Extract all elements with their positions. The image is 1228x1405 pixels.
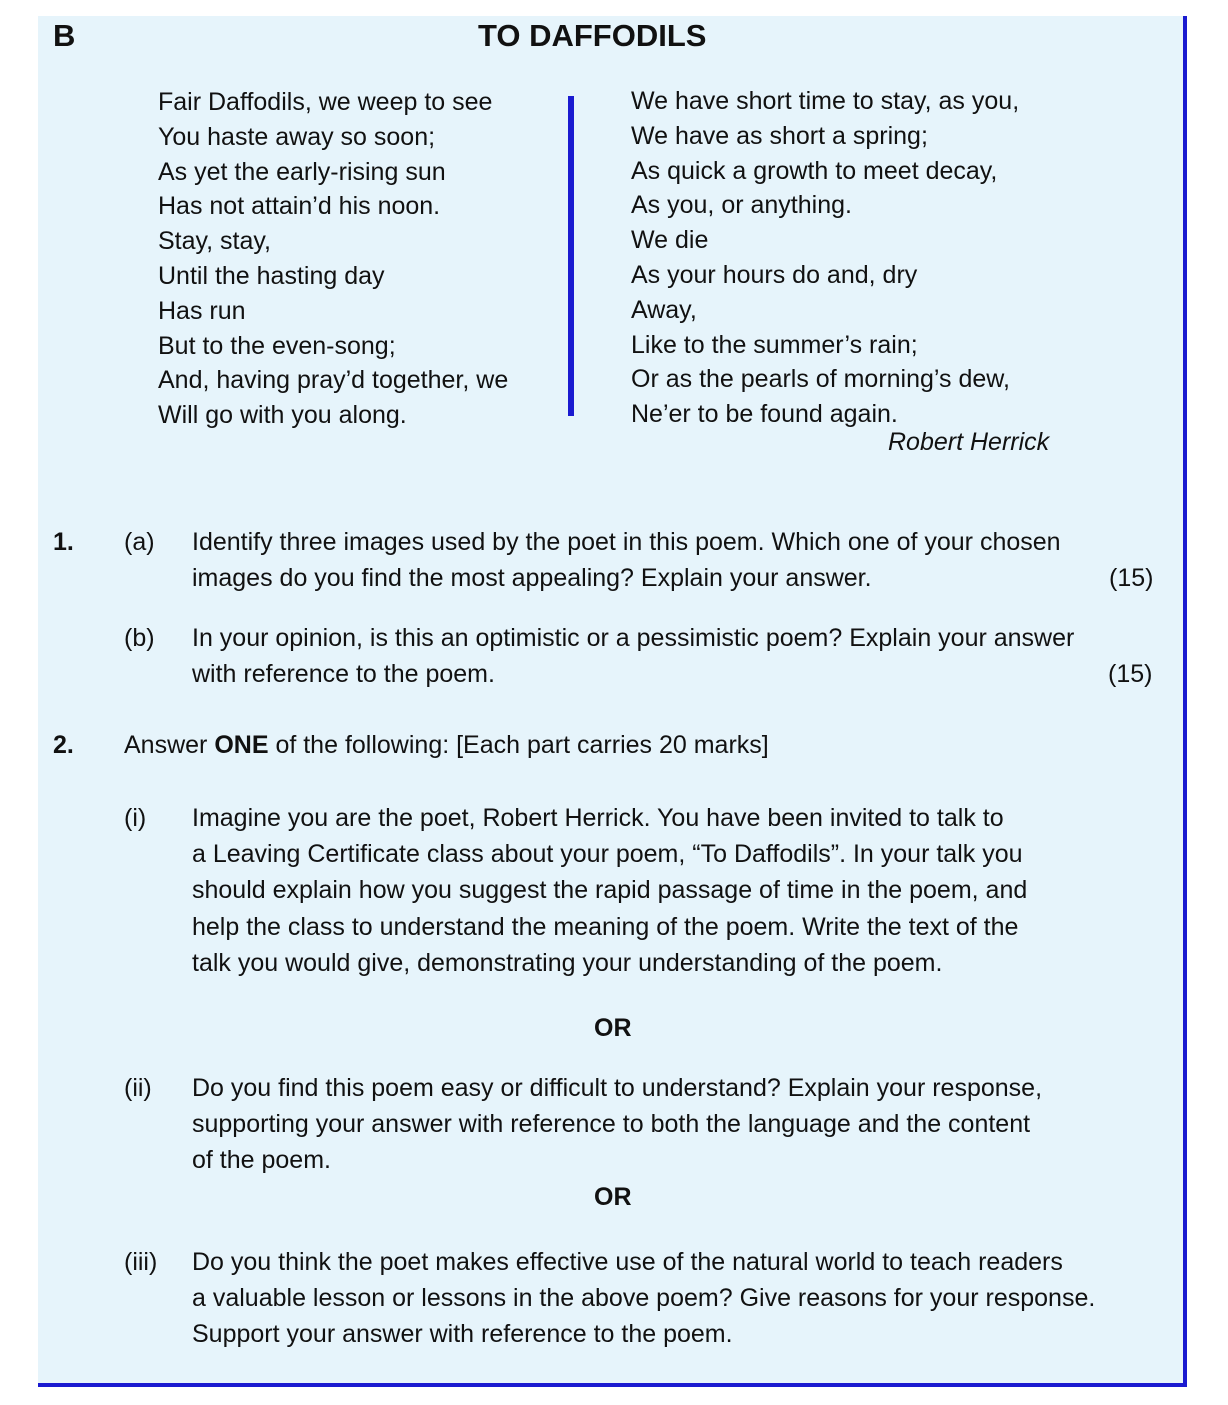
question-1a-marks: (15): [1109, 564, 1154, 592]
poem-line: Has run: [158, 296, 246, 325]
question-2iii-label: (iii): [124, 1248, 158, 1276]
question-1b-text: [192, 620, 1074, 692]
poem-line: We have short time to stay, as you,: [631, 87, 1020, 115]
question-1b-marks: (15): [1108, 660, 1153, 688]
intro-text: Answer: [124, 731, 215, 759]
question-1a-label: (a): [124, 528, 155, 556]
question-line: Do you think the poet makes effective use of the natural world to teach readers: [192, 1248, 1063, 1276]
poem-line: Will go with you along.: [158, 401, 407, 430]
question-1a-text: [192, 524, 1061, 596]
poem-line: Ne’er to be found again.: [631, 400, 898, 429]
question-line: Support your answer with reference to the poem.: [192, 1320, 733, 1349]
question-1-number: 1.: [53, 528, 74, 556]
question-line: supporting your answer with reference to both the language and the content: [192, 1110, 1031, 1139]
poem-line: As quick a growth to meet decay,: [631, 156, 998, 185]
poem-line: You haste away so soon;: [158, 122, 436, 151]
question-line: Do you find this poem easy or difficult to understand? Explain your response,: [192, 1074, 1043, 1102]
poem-author: Robert Herrick: [888, 428, 1050, 456]
question-1b-label: (b): [124, 624, 155, 652]
question-line: of the poem.: [192, 1146, 331, 1175]
poem-line: Away,: [631, 295, 697, 324]
poem-left-column: [158, 85, 508, 433]
poem-right-column: [631, 84, 1019, 432]
question-line: help the class to understand the meaning of the poem. Write the text of the: [192, 912, 1019, 941]
poem-line: As your hours do and, dry: [631, 260, 918, 289]
poem-line: And, having pray’d together, we: [158, 366, 509, 395]
question-2i-label: (i): [124, 804, 147, 832]
question-2-number: 2.: [53, 731, 74, 759]
question-line: Imagine you are the poet, Robert Herrick. You have been invited to talk to: [192, 804, 1004, 832]
question-2-intro: [124, 727, 769, 763]
section-letter: B: [53, 18, 76, 53]
question-line: should explain how you suggest the rapid passage of time in the poem, and: [192, 876, 1028, 905]
question-line: a Leaving Certificate class about your poem, “To Daffodils”. In your talk you: [192, 840, 1023, 869]
poem-line: Or as the pearls of morning’s dew,: [631, 365, 1010, 394]
question-2ii-label: (ii): [124, 1074, 152, 1102]
question-line: talk you would give, demonstrating your understanding of the poem.: [192, 948, 943, 977]
or-separator: OR: [594, 1183, 632, 1211]
poem-line: As yet the early-rising sun: [158, 157, 446, 186]
intro-emphasis: ONE: [214, 731, 269, 759]
poem-line: As you, or anything.: [631, 191, 852, 220]
poem-line: Stay, stay,: [158, 227, 272, 256]
or-separator: OR: [594, 1014, 632, 1042]
intro-text: of the following: [Each part carries 20 marks]: [268, 731, 769, 759]
question-line: Identify three images used by the poet in this poem. Which one of your chosen: [192, 528, 1061, 556]
question-line: with reference to the poem.: [192, 660, 495, 689]
stanza-divider: [568, 96, 574, 416]
question-line: a valuable lesson or lessons in the above poem? Give reasons for your response.: [192, 1284, 1096, 1313]
question-2ii-text: [192, 1070, 1042, 1179]
poem-line: But to the even-song;: [158, 331, 396, 360]
poem-line: Fair Daffodils, we weep to see: [158, 88, 493, 116]
poem-line: We die: [631, 226, 709, 255]
poem-line: We have as short a spring;: [631, 121, 928, 150]
poem-line: Has not attain’d his noon.: [158, 192, 441, 221]
question-line: In your opinion, is this an optimistic or a pessimistic poem? Explain your answer: [192, 624, 1075, 652]
poem-line: Until the hasting day: [158, 261, 385, 290]
question-2i-text: [192, 800, 1027, 981]
question-2iii-text: [192, 1244, 1095, 1353]
poem-title: TO DAFFODILS: [478, 18, 707, 53]
poem-line: Like to the summer’s rain;: [631, 330, 918, 359]
question-line: images do you find the most appealing? Explain your answer.: [192, 564, 872, 593]
